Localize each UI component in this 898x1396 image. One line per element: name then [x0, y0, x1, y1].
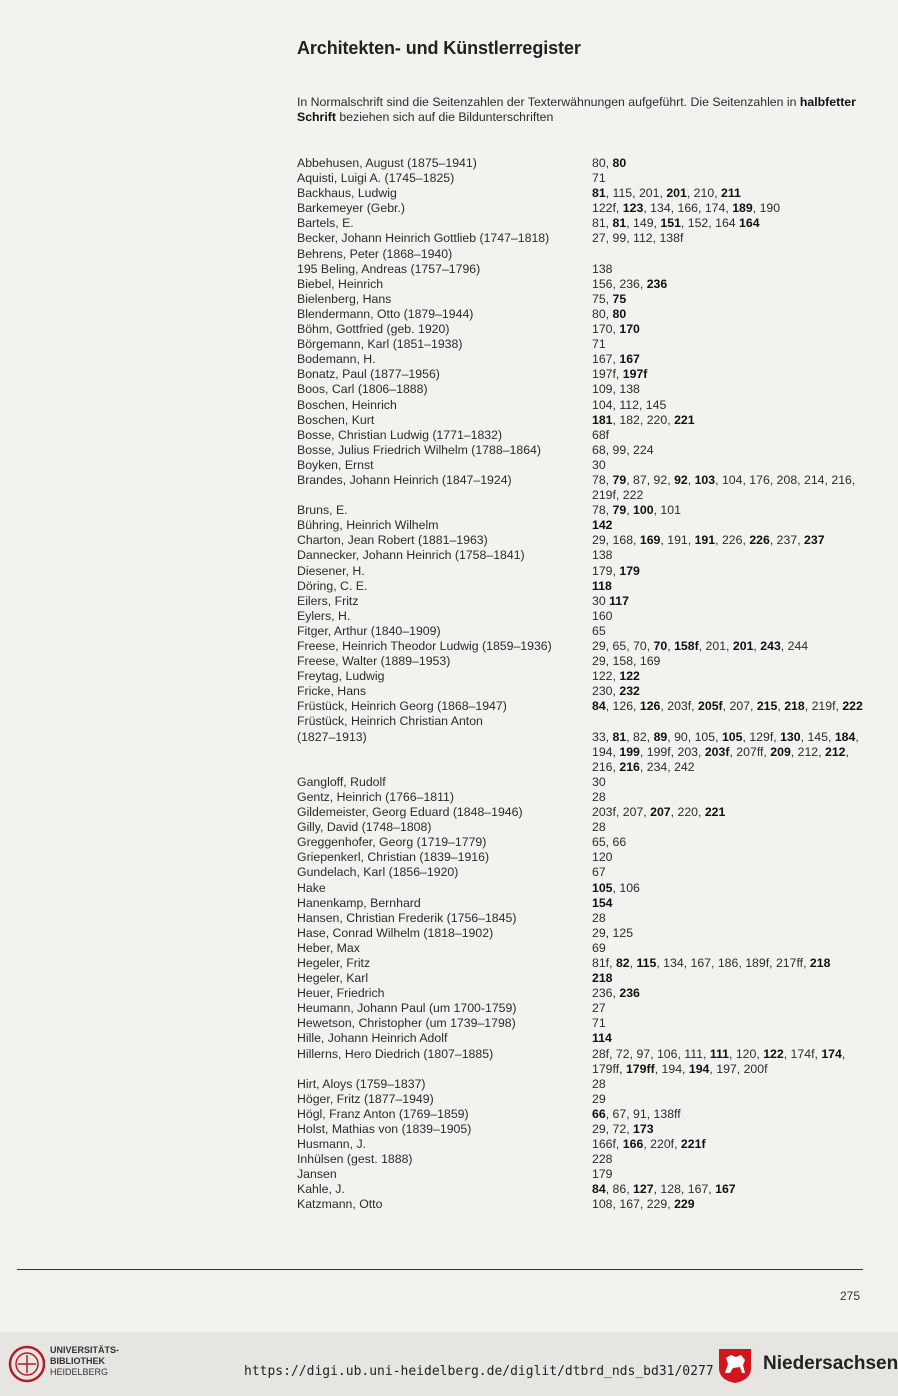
entry-pages: 30 117 — [592, 593, 629, 608]
entry-name: Hewetson, Christopher (um 1739–1798) — [297, 1016, 516, 1031]
index-entry — [297, 881, 872, 896]
index-entry — [297, 669, 872, 684]
index-entry — [297, 216, 872, 231]
entry-name: Kahle, J. — [297, 1182, 345, 1197]
entry-pages: 154 — [592, 895, 613, 910]
entry-name: Freese, Heinrich Theodor Ludwig (1859–1936) — [297, 639, 552, 653]
entry-name: Husmann, J. — [297, 1137, 367, 1152]
entry-pages: 27, 99, 112, 138f — [592, 231, 684, 246]
entry-name: Früstück, Heinrich Georg (1868–1947) — [297, 699, 507, 714]
entry-pages: 179 — [592, 1167, 613, 1182]
entry-name: Dannecker, Johann Heinrich (1758–1841) — [297, 548, 525, 563]
index-entry — [297, 699, 872, 714]
entry-name: 195 Beling, Andreas (1757–1796) — [297, 261, 481, 276]
index-entry — [297, 1031, 872, 1046]
entry-pages: 78, 79, 100, 101 — [592, 503, 681, 518]
entry-name: Inhülsen (gest. 1888) — [297, 1152, 413, 1167]
entry-name: Höger, Fritz (1877–1949) — [297, 1091, 434, 1106]
entry-pages: 78, 79, 87, 92, 92, 103, 104, 176, 208, 214, 216, 219f, 222 — [592, 472, 856, 503]
entry-name: Hansen, Christian Frederik (1756–1845) — [297, 910, 517, 925]
entry-name: Katzmann, Otto — [297, 1197, 383, 1212]
index-entry — [297, 1197, 872, 1212]
index-entry — [297, 594, 872, 609]
entry-pages: 105, 106 — [592, 880, 640, 895]
entry-name: Heumann, Johann Paul (um 1700-1759) — [297, 1001, 517, 1016]
index-entry — [297, 986, 872, 1001]
intro-part1: In Normalschrift sind die Seitenzahlen der Texterwähnungen aufgeführt. Die Seitenzahlen in — [297, 95, 800, 109]
entry-name: Freytag, Ludwig — [297, 669, 385, 684]
library-logo-icon[interactable] — [8, 1345, 46, 1383]
index-entry — [297, 790, 872, 805]
entry-pages: 80, 80 — [592, 156, 627, 170]
index-entry — [297, 684, 872, 699]
entry-pages: 160 — [592, 608, 613, 623]
entry-name: Greggenhofer, Georg (1719–1779) — [297, 835, 487, 850]
index-entry — [297, 1077, 872, 1092]
entry-pages: 66, 67, 91, 138ff — [592, 1106, 681, 1121]
entry-pages: 29, 125 — [592, 925, 634, 940]
entry-pages: 166f, 166, 220f, 221f — [592, 1137, 706, 1152]
entry-name: Gangloff, Rudolf — [297, 774, 386, 789]
index-entry — [297, 564, 872, 579]
entry-pages: 81f, 82, 115, 134, 167, 186, 189f, 217ff, 218 — [592, 955, 831, 970]
entry-name: Hegeler, Karl — [297, 971, 369, 986]
entry-pages: 65, 66 — [592, 835, 627, 850]
entry-pages: 68, 99, 224 — [592, 442, 654, 457]
entry-name: Holst, Mathias von (1839–1905) — [297, 1122, 472, 1136]
index-entry — [297, 533, 872, 548]
entry-pages: 29 — [592, 1091, 606, 1106]
entry-pages: 236, 236 — [592, 986, 640, 1001]
index-entry — [297, 548, 872, 563]
index-entry — [297, 609, 872, 624]
entry-pages: 67 — [592, 865, 606, 880]
entry-name: Heuer, Friedrich — [297, 986, 385, 1001]
entry-pages: 65 — [592, 623, 606, 638]
entry-name: Backhaus, Ludwig — [297, 186, 397, 201]
intro-text — [297, 95, 867, 126]
index-entry — [297, 835, 872, 850]
entry-name: Hase, Conrad Wilhelm (1818–1902) — [297, 925, 494, 940]
entry-pages: 228 — [592, 1152, 613, 1167]
entry-name: Böhm, Gottfried (geb. 1920) — [297, 322, 450, 337]
entry-pages: 75, 75 — [592, 291, 627, 306]
index-entry — [297, 518, 872, 533]
index-entry — [297, 1137, 872, 1152]
entry-name: Freese, Walter (1889–1953) — [297, 654, 451, 669]
entry-pages: 167, 167 — [592, 352, 640, 367]
entry-pages: 84, 86, 127, 128, 167, 167 — [592, 1182, 736, 1197]
index-entry — [297, 307, 872, 322]
entry-pages: 203f, 207, 207, 220, 221 — [592, 805, 726, 820]
entry-pages: 142 — [592, 518, 613, 533]
source-url[interactable]: https://digi.ub.uni-heidelberg.de/diglit/dtbrd_nds_bd31/0277 — [244, 1364, 714, 1379]
niedersachsen-horse-icon[interactable] — [716, 1346, 754, 1384]
entry-name: Eylers, H. — [297, 608, 351, 623]
entry-pages: 28 — [592, 820, 606, 835]
entry-name: Boschen, Heinrich — [297, 397, 397, 412]
index-list — [297, 156, 872, 1213]
entry-name: Diesener, H. — [297, 563, 365, 578]
index-entry — [297, 624, 872, 639]
entry-pages: 30 — [592, 457, 606, 472]
entry-pages: 29, 72, 173 — [592, 1122, 654, 1136]
entry-name: Bodemann, H. — [297, 352, 376, 367]
entry-pages: 138 — [592, 261, 613, 276]
index-entry — [297, 262, 872, 277]
entry-pages: 29, 168, 169, 191, 191, 226, 226, 237, 237 — [592, 533, 825, 548]
index-entry — [297, 639, 872, 654]
entry-pages: 81, 81, 149, 151, 152, 164 164 — [592, 216, 760, 231]
entry-pages: 122, 122 — [592, 669, 640, 684]
index-entry — [297, 820, 872, 835]
entry-name: Fitger, Arthur (1840–1909) — [297, 623, 441, 638]
library-name[interactable] — [50, 1345, 119, 1378]
entry-pages: 108, 167, 229, 229 — [592, 1197, 695, 1212]
index-entry — [297, 1001, 872, 1016]
entry-pages: 230, 232 — [592, 684, 640, 699]
index-entry — [297, 443, 872, 458]
index-entry — [297, 714, 872, 774]
entry-name: Heber, Max — [297, 940, 360, 955]
entry-pages: 71 — [592, 1016, 606, 1031]
entry-pages: 197f, 197f — [592, 367, 648, 382]
entry-name: Griepenkerl, Christian (1839–1916) — [297, 850, 490, 865]
entry-name: Charton, Jean Robert (1881–1963) — [297, 533, 488, 548]
entry-name: Barkemeyer (Gebr.) — [297, 201, 405, 216]
index-entry — [297, 156, 872, 171]
entry-pages: 104, 112, 145 — [592, 397, 667, 412]
index-entry — [297, 911, 872, 926]
entry-name: Gilly, David (1748–1808) — [297, 820, 432, 835]
entry-pages: 179, 179 — [592, 563, 640, 578]
entry-pages: 114 — [592, 1031, 612, 1046]
index-entry — [297, 458, 872, 473]
entry-pages: 71 — [592, 337, 606, 352]
index-entry — [297, 473, 872, 503]
entry-name: Bosse, Julius Friedrich Wilhelm (1788–1864) — [297, 442, 541, 457]
intro-bold: halbfetter Schrift — [297, 95, 856, 125]
entry-pages: 84, 126, 126, 203f, 205f, 207, 215, 218, 219f, 222 — [592, 699, 863, 714]
index-entry — [297, 382, 872, 397]
entry-pages: 120 — [592, 850, 613, 865]
entry-name: Fricke, Hans — [297, 684, 367, 699]
entry-pages: 218 — [592, 971, 613, 986]
index-entry — [297, 654, 872, 669]
entry-name: Börgemann, Karl (1851–1938) — [297, 337, 463, 352]
entry-pages: 81, 115, 201, 201, 210, 211 — [592, 186, 741, 201]
index-entry — [297, 1092, 872, 1107]
index-entry — [297, 292, 872, 307]
library-line1: UNIVERSITÄTS- — [50, 1345, 120, 1355]
index-entry — [297, 850, 872, 865]
index-entry — [297, 1047, 872, 1077]
index-entry — [297, 956, 872, 971]
entry-name: Gentz, Heinrich (1766–1811) — [297, 789, 454, 804]
index-entry — [297, 413, 872, 428]
entry-name: Hegeler, Fritz — [297, 955, 371, 970]
index-entry — [297, 367, 872, 382]
index-entry — [297, 1016, 872, 1031]
entry-name: Aquisti, Luigi A. (1745–1825) — [297, 171, 455, 186]
entry-name: Becker, Johann Heinrich Gottlieb (1747–1818) — [297, 231, 550, 246]
index-entry — [297, 428, 872, 443]
index-entry — [297, 277, 872, 292]
index-entry — [297, 171, 872, 186]
entry-pages: 29, 65, 70, 70, 158f, 201, 201, 243, 244 — [592, 639, 809, 653]
entry-name: Boschen, Kurt — [297, 412, 375, 427]
entry-name: Behrens, Peter (1868–1940) — [297, 246, 453, 261]
entry-name: Jansen — [297, 1167, 337, 1182]
entry-pages: 118 — [592, 578, 612, 593]
entry-name: Eilers, Fritz — [297, 593, 359, 608]
index-entry — [297, 1167, 872, 1182]
index-entry — [297, 896, 872, 911]
index-entry — [297, 1107, 872, 1122]
entry-pages: 28 — [592, 910, 606, 925]
index-entry — [297, 1122, 872, 1137]
entry-name: Früstück, Heinrich Christian Anton (1827–1913) — [297, 714, 483, 744]
entry-name: Bosse, Christian Ludwig (1771–1832) — [297, 427, 503, 442]
entry-name: Hirt, Aloys (1759–1837) — [297, 1076, 426, 1091]
entry-pages: 28f, 72, 97, 106, 111, 111, 120, 122, 174f, 174, 179ff, 179ff, 194, 194, 197, 200f — [592, 1046, 846, 1076]
entry-name: Brandes, Johann Heinrich (1847–1924) — [297, 472, 512, 487]
index-entry — [297, 247, 872, 262]
entry-pages: 28 — [592, 789, 606, 804]
entry-name: Döring, C. E. — [297, 578, 368, 593]
index-entry — [297, 971, 872, 986]
index-entry — [297, 805, 872, 820]
entry-name: Bonatz, Paul (1877–1956) — [297, 367, 440, 382]
library-line2: BIBLIOTHEK — [50, 1356, 105, 1366]
index-entry — [297, 352, 872, 367]
entry-pages: 68f — [592, 427, 610, 442]
entry-name: Gundelach, Karl (1856–1920) — [297, 865, 459, 880]
index-entry — [297, 941, 872, 956]
niedersachsen-label[interactable]: Niedersachsen — [763, 1353, 898, 1374]
entry-pages: 109, 138 — [592, 382, 640, 397]
entry-pages: 30 — [592, 774, 606, 789]
index-entry — [297, 322, 872, 337]
entry-name: Hake — [297, 880, 326, 895]
entry-name: Hille, Johann Heinrich Adolf — [297, 1031, 448, 1046]
index-entry — [297, 186, 872, 201]
library-line3: HEIDELBERG — [50, 1367, 109, 1377]
entry-pages: 156, 236, 236 — [592, 276, 668, 291]
footer-rule — [17, 1269, 863, 1270]
index-entry — [297, 1182, 872, 1197]
entry-pages: 69 — [592, 940, 606, 955]
index-entry — [297, 865, 872, 880]
entry-pages: 33, 81, 82, 89, 90, 105, 105, 129f, 130, 145, 184, 194, 199, 199f, 203, 203f, 207ff, 209, 212, 212, 216, 216, 234, 242 — [592, 729, 859, 774]
entry-pages: 29, 158, 169 — [592, 654, 661, 669]
index-entry — [297, 579, 872, 594]
entry-name: Hillerns, Hero Diedrich (1807–1885) — [297, 1046, 494, 1061]
index-entry — [297, 503, 872, 518]
entry-name: Högl, Franz Anton (1769–1859) — [297, 1106, 469, 1121]
index-entry — [297, 201, 872, 216]
intro-part2: beziehen sich auf die Bildunterschriften — [335, 110, 554, 125]
entry-name: Bartels, E. — [297, 216, 354, 231]
entry-name: Boyken, Ernst — [297, 457, 374, 472]
entry-pages: 138 — [592, 548, 613, 563]
index-entry — [297, 337, 872, 352]
entry-pages: 181, 182, 220, 221 — [592, 412, 695, 427]
index-entry — [297, 1152, 872, 1167]
entry-name: Bielenberg, Hans — [297, 291, 392, 306]
index-entry — [297, 231, 872, 246]
entry-pages: 28 — [592, 1076, 606, 1091]
index-entry — [297, 926, 872, 941]
entry-name: Boos, Carl (1806–1888) — [297, 382, 428, 397]
entry-name: Biebel, Heinrich — [297, 276, 384, 291]
entry-pages — [592, 247, 872, 262]
index-entry — [297, 398, 872, 413]
entry-pages: 170, 170 — [592, 322, 640, 337]
page-number: 275 — [840, 1289, 861, 1303]
entry-name: Bühring, Heinrich Wilhelm — [297, 518, 439, 533]
entry-name: Blendermann, Otto (1879–1944) — [297, 306, 474, 321]
entry-pages: 80, 80 — [592, 306, 627, 321]
entry-name: Abbehusen, August (1875–1941) — [297, 156, 477, 170]
entry-name: Gildemeister, Georg Eduard (1848–1946) — [297, 805, 523, 820]
page-title: Architekten- und Künstlerregister — [297, 38, 581, 58]
entry-pages: 27 — [592, 1001, 606, 1016]
entry-name: Bruns, E. — [297, 503, 348, 518]
entry-pages: 71 — [592, 171, 606, 186]
entry-pages: 122f, 123, 134, 166, 174, 189, 190 — [592, 201, 781, 216]
index-entry — [297, 775, 872, 790]
entry-name: Hanenkamp, Bernhard — [297, 895, 421, 910]
